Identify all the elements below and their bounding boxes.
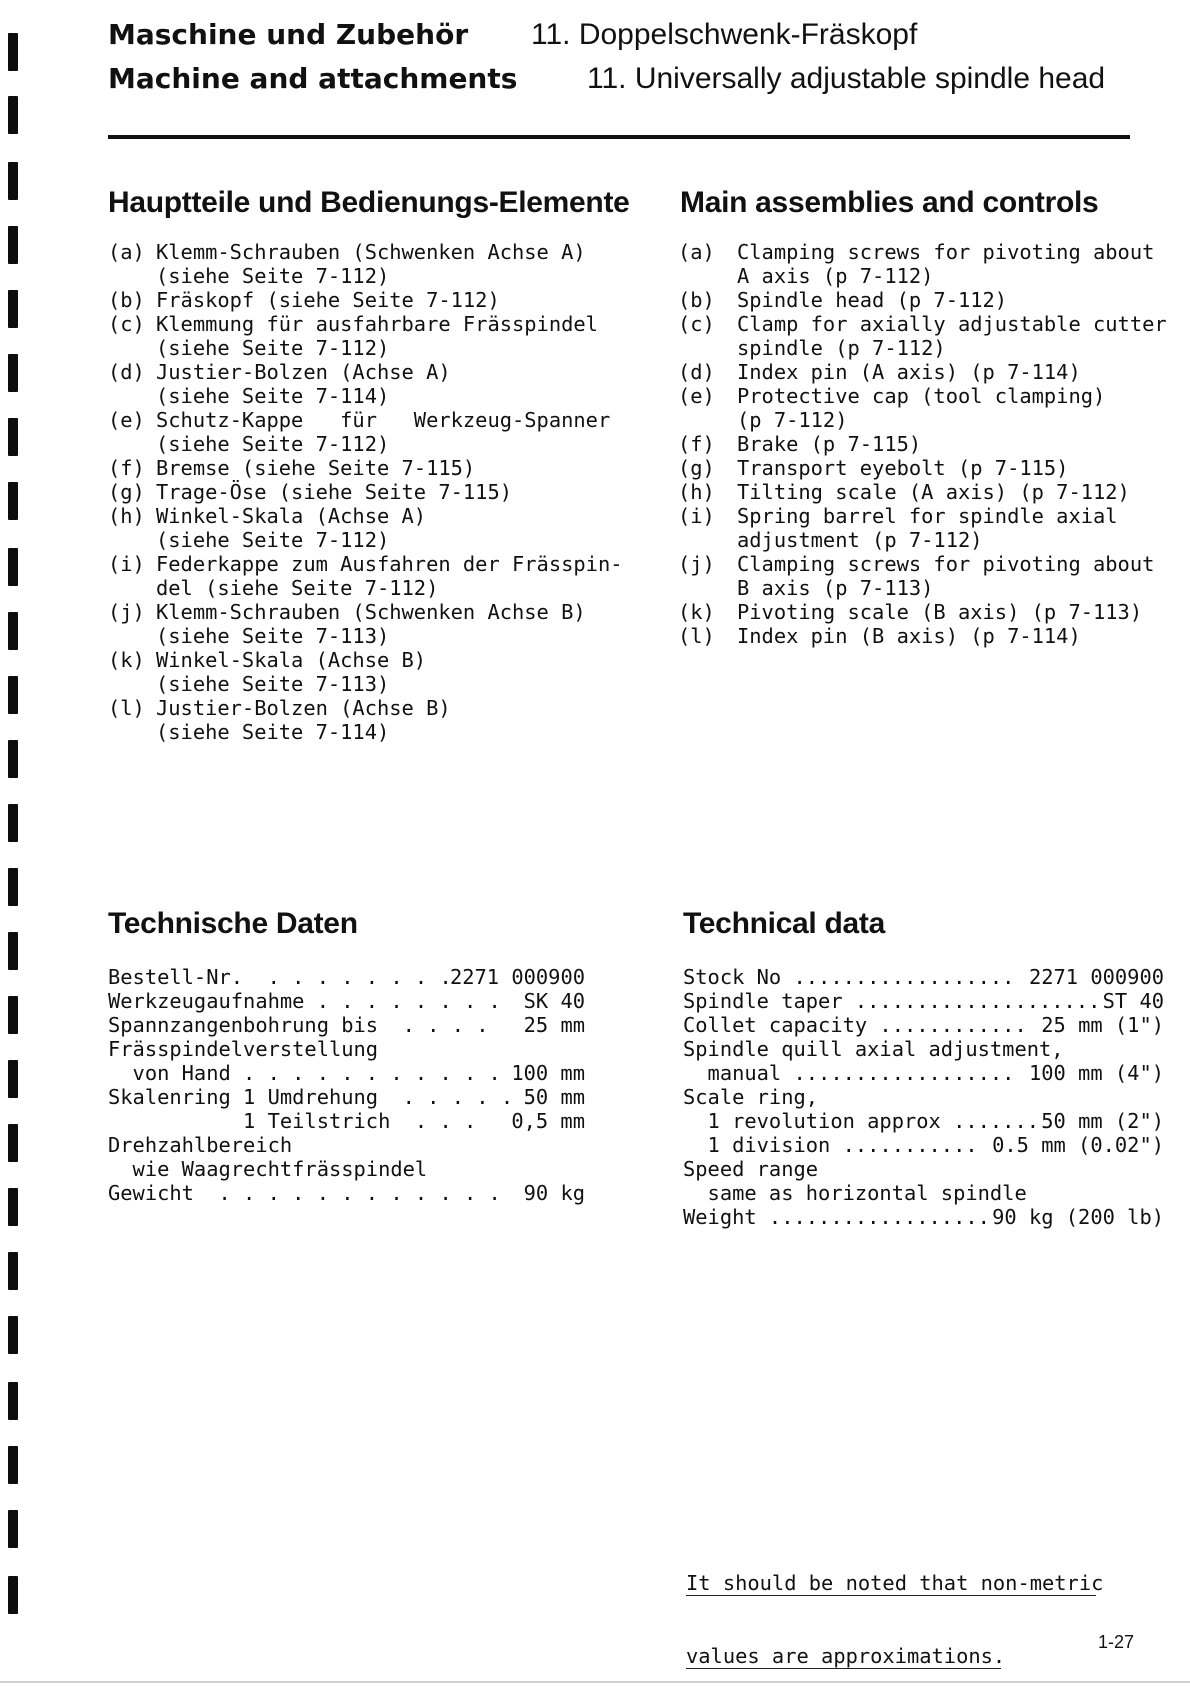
data-label: Speed range: [683, 1157, 819, 1181]
data-row: [683, 1013, 1164, 1037]
list-item-key: (g): [108, 480, 145, 504]
list-item-continuation: [108, 432, 623, 456]
data-label: 1 division ...........: [683, 1133, 978, 1157]
parts-list-german: [108, 240, 623, 744]
header-english-section: Machine and attachments: [108, 62, 518, 95]
data-label: wie Waagrechtfrässpindel: [108, 1157, 428, 1181]
scan-edge-line: [0, 1681, 1190, 1683]
data-row: [108, 1013, 585, 1037]
parts-heading-german: Hauptteile und Bedienungs-Elemente: [108, 186, 630, 219]
list-item-key: (c): [108, 312, 145, 336]
list-item: [678, 600, 1167, 624]
list-item-key: [108, 432, 156, 456]
data-value: 90 kg (200 lb): [992, 1205, 1164, 1229]
binding-mark: [8, 162, 18, 200]
list-item: [108, 696, 623, 720]
data-row: [683, 965, 1164, 989]
list-item-text: A axis (p 7-112): [737, 264, 934, 288]
list-item-key: [108, 576, 156, 600]
data-label: Drehzahlbereich: [108, 1133, 293, 1157]
data-row: [108, 989, 585, 1013]
list-item: [108, 456, 623, 480]
data-label: Scale ring,: [683, 1085, 819, 1109]
list-item-continuation: [108, 720, 623, 744]
list-item-continuation: [678, 336, 1167, 360]
list-item-text: (p 7-112): [737, 408, 848, 432]
binding-margin: [8, 0, 18, 1684]
list-item-text: spindle (p 7-112): [737, 336, 946, 360]
binding-mark: [8, 1510, 18, 1548]
list-item: [678, 432, 1167, 456]
data-row: [108, 1157, 585, 1181]
list-item-continuation: [678, 264, 1167, 288]
list-item-text: Index pin (B axis) (p 7-114): [737, 624, 1081, 648]
list-item-text: Trage-Öse (siehe Seite 7-115): [156, 480, 513, 504]
list-item-text: Brake (p 7-115): [737, 432, 922, 456]
data-row: [683, 1037, 1164, 1061]
binding-mark: [8, 1060, 18, 1098]
list-item-key: (h): [108, 504, 145, 528]
list-item-key: [108, 336, 156, 360]
list-item-key: (g): [678, 456, 715, 480]
list-item-continuation: [108, 264, 623, 288]
list-item-key: [678, 528, 737, 552]
list-item-text: Schutz-Kappe für Werkzeug-Spanner: [156, 408, 611, 432]
list-item-text: Spindle head (p 7-112): [737, 288, 1008, 312]
list-item-key: (d): [108, 360, 145, 384]
tech-heading-german: Technische Daten: [108, 907, 358, 940]
list-item: [678, 480, 1167, 504]
list-item: [678, 384, 1167, 408]
data-label: manual ..................: [683, 1061, 1015, 1085]
list-item: [108, 288, 623, 312]
data-value: 100 mm (4"): [1028, 1061, 1164, 1085]
list-item-key: [108, 624, 156, 648]
list-item-key: [108, 672, 156, 696]
list-item-text: Index pin (A axis) (p 7-114): [737, 360, 1081, 384]
list-item-text: Federkappe zum Ausfahren der Frässpin-: [156, 552, 623, 576]
list-item-text: Justier-Bolzen (Achse B): [156, 696, 451, 720]
header-german-section: Maschine und Zubehör: [108, 18, 469, 51]
binding-mark: [8, 1576, 18, 1614]
data-value: ST 40: [1102, 989, 1164, 1013]
list-item-continuation: [678, 576, 1167, 600]
binding-mark: [8, 612, 18, 650]
list-item-key: [678, 336, 737, 360]
list-item-continuation: [108, 336, 623, 360]
list-item-continuation: [108, 624, 623, 648]
list-item-text: Justier-Bolzen (Achse A): [156, 360, 451, 384]
data-value: 100 mm: [511, 1061, 585, 1085]
data-label: Skalenring 1 Umdrehung . . . . .: [108, 1085, 514, 1109]
data-label: same as horizontal spindle: [683, 1181, 1027, 1205]
list-item-text: (siehe Seite 7-114): [156, 384, 390, 408]
header-german-title: 11. Doppelschwenk-Fräskopf: [531, 18, 918, 51]
list-item-text: Klemm-Schrauben (Schwenken Achse A): [156, 240, 586, 264]
list-item: [108, 360, 623, 384]
header-rule: [108, 135, 1130, 139]
list-item-continuation: [108, 576, 623, 600]
list-item: [678, 456, 1167, 480]
data-label: 1 Teilstrich . . .: [108, 1109, 477, 1133]
list-item: [678, 240, 1167, 264]
list-item-text: Clamping screws for pivoting about: [737, 240, 1155, 264]
data-value: 50 mm: [523, 1085, 585, 1109]
data-value: 50 mm (2"): [1041, 1109, 1164, 1133]
binding-mark: [8, 354, 18, 392]
data-row: [108, 1181, 585, 1205]
list-item-key: (f): [108, 456, 145, 480]
data-value: 0,5 mm: [511, 1109, 585, 1133]
parts-heading-english: Main assemblies and controls: [680, 186, 1099, 219]
binding-mark: [8, 548, 18, 586]
list-item-key: (d): [678, 360, 715, 384]
binding-mark: [8, 740, 18, 778]
note-line-1: It should be noted that non-metric: [686, 1571, 1104, 1595]
binding-mark: [8, 676, 18, 714]
list-item-text: (siehe Seite 7-113): [156, 672, 390, 696]
data-row: [683, 989, 1164, 1013]
list-item-key: (c): [678, 312, 715, 336]
binding-mark: [8, 96, 18, 134]
list-item: [108, 408, 623, 432]
list-item-text: Fräskopf (siehe Seite 7-112): [156, 288, 500, 312]
list-item: [108, 552, 623, 576]
data-row: [108, 1061, 585, 1085]
list-item-key: (l): [108, 696, 145, 720]
data-row: [108, 965, 585, 989]
note-line-2: values are approximations.: [686, 1644, 1006, 1668]
list-item: [108, 648, 623, 672]
list-item-text: Klemm-Schrauben (Schwenken Achse B): [156, 600, 586, 624]
data-label: Spindle quill axial adjustment,: [683, 1037, 1064, 1061]
binding-mark: [8, 932, 18, 970]
list-item-key: [108, 384, 156, 408]
list-item-text: B axis (p 7-113): [737, 576, 934, 600]
list-item-text: Tilting scale (A axis) (p 7-112): [737, 480, 1130, 504]
data-label: Gewicht . . . . . . . . . . . .: [108, 1181, 501, 1205]
list-item-text: (siehe Seite 7-113): [156, 624, 390, 648]
data-row: [108, 1037, 585, 1061]
header-english-title: 11. Universally adjustable spindle head: [587, 62, 1106, 95]
binding-mark: [8, 868, 18, 906]
data-value: 2271 000900: [1028, 965, 1164, 989]
list-item-key: (l): [678, 624, 715, 648]
list-item-text: adjustment (p 7-112): [737, 528, 983, 552]
list-item-text: Pivoting scale (B axis) (p 7-113): [737, 600, 1143, 624]
list-item-text: (siehe Seite 7-112): [156, 432, 390, 456]
list-item-key: (k): [678, 600, 715, 624]
data-row: [683, 1181, 1164, 1205]
list-item: [678, 312, 1167, 336]
list-item-continuation: [108, 528, 623, 552]
list-item-key: (a): [678, 240, 715, 264]
binding-mark: [8, 1124, 18, 1162]
data-label: Spindle taper ....................: [683, 989, 1101, 1013]
data-row: [683, 1205, 1164, 1229]
list-item-key: [678, 264, 737, 288]
data-label: Frässpindelverstellung: [108, 1037, 379, 1061]
list-item: [108, 600, 623, 624]
list-item-key: (j): [678, 552, 715, 576]
data-label: von Hand . . . . . . . . . . .: [108, 1061, 501, 1085]
data-row: [108, 1085, 585, 1109]
binding-mark: [8, 1316, 18, 1354]
binding-mark: [8, 482, 18, 520]
list-item-text: Clamp for axially adjustable cutter: [737, 312, 1167, 336]
data-row: [683, 1133, 1164, 1157]
list-item-key: (f): [678, 432, 715, 456]
parts-list-english: [678, 240, 1167, 648]
list-item-text: Winkel-Skala (Achse A): [156, 504, 427, 528]
list-item-text: Clamping screws for pivoting about: [737, 552, 1155, 576]
binding-mark: [8, 418, 18, 456]
list-item-text: (siehe Seite 7-112): [156, 264, 390, 288]
binding-mark: [8, 804, 18, 842]
list-item-key: (i): [108, 552, 145, 576]
list-item-key: (e): [678, 384, 715, 408]
data-value: 2271 000900: [449, 965, 585, 989]
binding-mark: [8, 290, 18, 328]
list-item: [108, 480, 623, 504]
list-item-text: Winkel-Skala (Achse B): [156, 648, 427, 672]
list-item-key: (b): [108, 288, 145, 312]
data-row: [683, 1109, 1164, 1133]
list-item: [108, 240, 623, 264]
tech-data-english: [683, 965, 1164, 1229]
data-label: Werkzeugaufnahme . . . . . . . .: [108, 989, 501, 1013]
data-value: 0.5 mm (0.02"): [992, 1133, 1164, 1157]
data-label: Stock No ..................: [683, 965, 1015, 989]
binding-mark: [8, 1188, 18, 1226]
list-item-key: [678, 408, 737, 432]
list-item-key: [108, 264, 156, 288]
list-item-key: [108, 720, 156, 744]
list-item: [678, 288, 1167, 312]
list-item-key: [678, 576, 737, 600]
list-item-text: (siehe Seite 7-114): [156, 720, 390, 744]
list-item-key: (i): [678, 504, 715, 528]
list-item-key: (k): [108, 648, 145, 672]
list-item: [678, 552, 1167, 576]
list-item-key: (h): [678, 480, 715, 504]
binding-mark: [8, 996, 18, 1034]
data-label: 1 revolution approx .......: [683, 1109, 1040, 1133]
list-item-key: (e): [108, 408, 145, 432]
list-item: [678, 504, 1167, 528]
binding-mark: [8, 1382, 18, 1420]
list-item-continuation: [678, 408, 1167, 432]
data-label: Weight ..................: [683, 1205, 990, 1229]
binding-mark: [8, 33, 18, 71]
list-item: [108, 504, 623, 528]
data-row: [683, 1157, 1164, 1181]
approximation-note: [686, 1523, 1104, 1693]
binding-mark: [8, 226, 18, 264]
page-number: 1-27: [1098, 1632, 1135, 1652]
list-item-key: [108, 528, 156, 552]
data-value: 90 kg: [523, 1181, 585, 1205]
list-item-key: (a): [108, 240, 145, 264]
list-item: [108, 312, 623, 336]
data-label: Spannzangenbohrung bis . . . .: [108, 1013, 489, 1037]
data-label: Bestell-Nr. . . . . . . . .: [108, 965, 452, 989]
tech-data-german: [108, 965, 585, 1205]
list-item: [678, 624, 1167, 648]
data-value: 25 mm: [523, 1013, 585, 1037]
header-german: [108, 18, 917, 52]
list-item-continuation: [678, 528, 1167, 552]
data-value: 25 mm (1"): [1041, 1013, 1164, 1037]
binding-mark: [8, 1252, 18, 1290]
list-item-continuation: [108, 384, 623, 408]
binding-mark: [8, 1446, 18, 1484]
list-item-key: (b): [678, 288, 715, 312]
tech-heading-english: Technical data: [683, 907, 885, 940]
header-english: [108, 62, 1105, 96]
list-item-key: (j): [108, 600, 145, 624]
list-item-text: (siehe Seite 7-112): [156, 336, 390, 360]
list-item-text: Spring barrel for spindle axial: [737, 504, 1118, 528]
list-item-text: Transport eyebolt (p 7-115): [737, 456, 1069, 480]
data-value: SK 40: [523, 989, 585, 1013]
list-item-text: Bremse (siehe Seite 7-115): [156, 456, 476, 480]
list-item-continuation: [108, 672, 623, 696]
list-item-text: (siehe Seite 7-112): [156, 528, 390, 552]
data-row: [683, 1085, 1164, 1109]
data-label: Collet capacity ............: [683, 1013, 1027, 1037]
data-row: [108, 1133, 585, 1157]
data-row: [108, 1109, 585, 1133]
list-item-text: del (siehe Seite 7-112): [156, 576, 439, 600]
list-item-text: Klemmung für ausfahrbare Frässpindel: [156, 312, 598, 336]
data-row: [683, 1061, 1164, 1085]
list-item-text: Protective cap (tool clamping): [737, 384, 1106, 408]
list-item: [678, 360, 1167, 384]
